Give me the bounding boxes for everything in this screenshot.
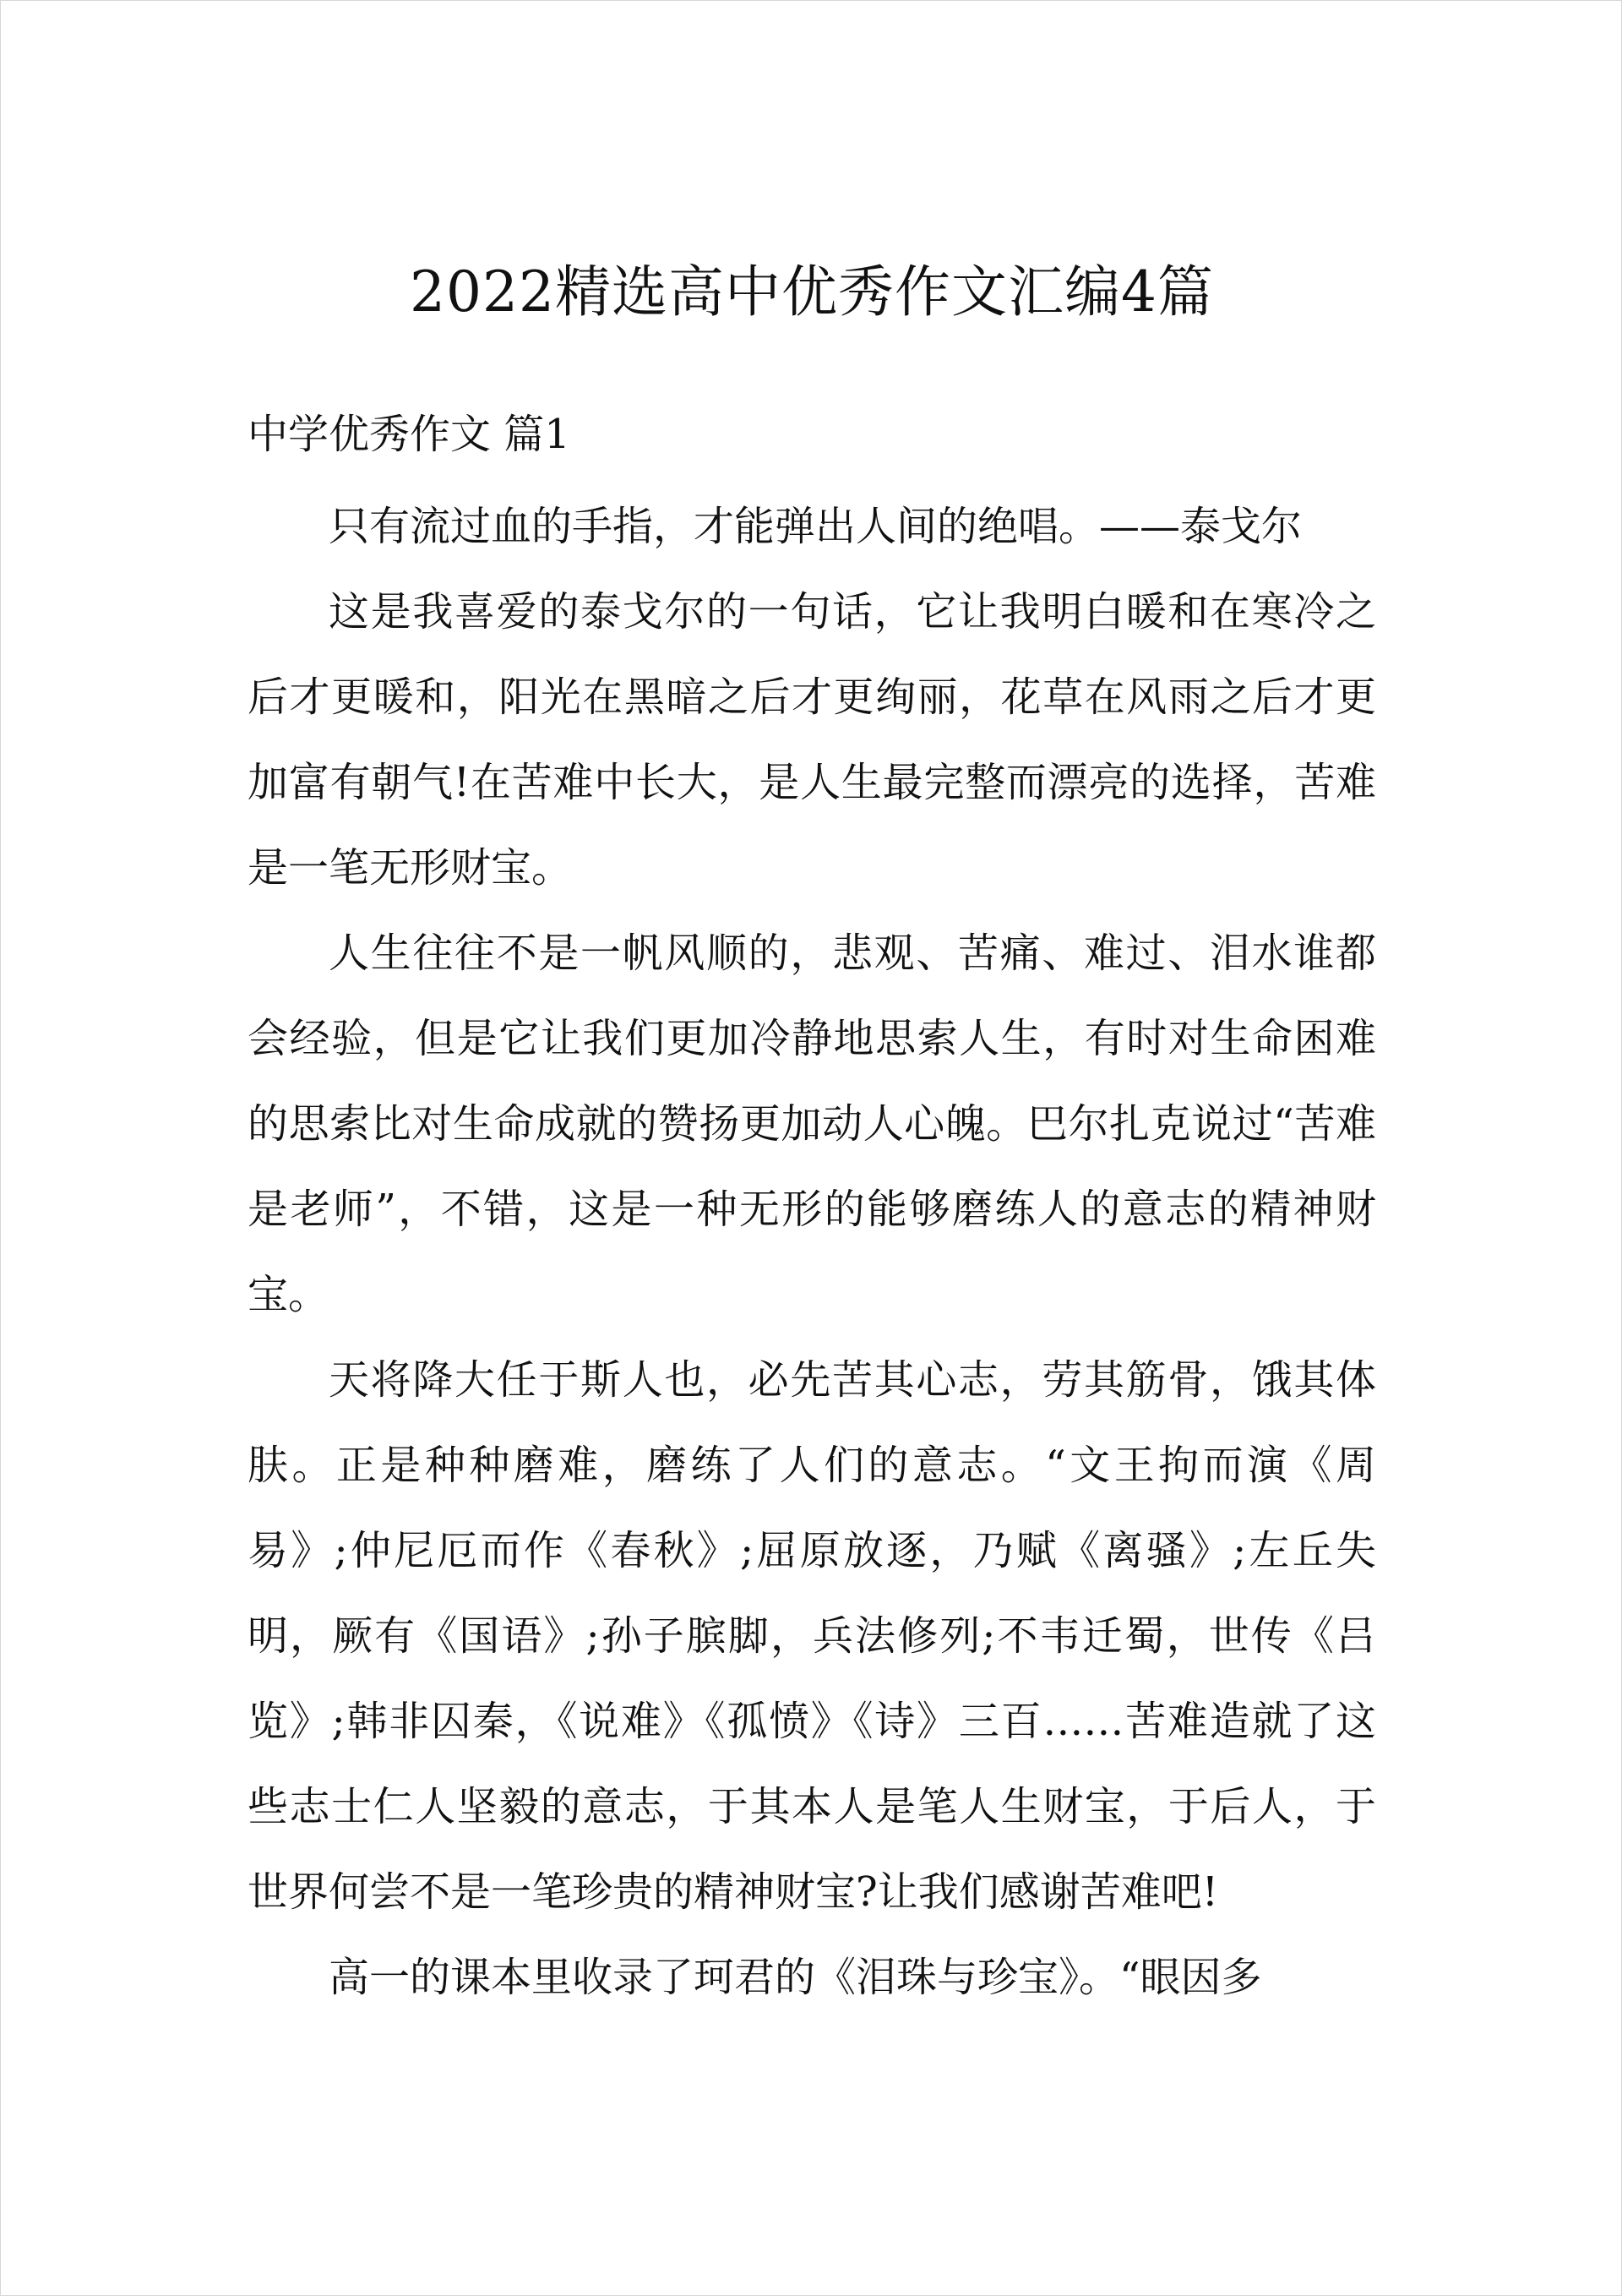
paragraph: 这是我喜爱的泰戈尔的一句话，它让我明白暖和在寒冷之后才更暖和，阳光在黑暗之后才更绚丽，花草在风雨之后才更加富有朝气!在苦难中长大，是人生最完整而漂亮的选择，苦难是一笔无形财宝。 [248,588,1376,892]
paragraph: 天将降大任于斯人也，必先苦其心志，劳其筋骨，饿其体肤。正是种种磨难，磨练了人们的意志。“文王拘而演《周易》;仲尼厄而作《春秋》;屈原放逐，乃赋《离骚》;左丘失明，厥有《国语》;孙子膑脚，兵法修列;不韦迁蜀，世传《吕览》;韩非囚秦，《说难》《孤愤》《诗》三百……苦难造就了这些志士仁人坚毅的意志，于其本人是笔人生财宝，于后人，于世界何尝不是一笔珍贵的精神财宝?让我们感谢苦难吧! [248,1356,1376,1916]
paragraph: 高一的课本里收录了珂君的《泪珠与珍宝》。“眼因多 [329,1954,1262,2001]
document-body [248,484,1376,2021]
paragraph: 只有流过血的手指，才能弹出人间的绝唱。——泰戈尔 [329,503,1303,550]
document-title: 2022精选高中优秀作文汇编4篇 [410,259,1214,324]
paragraph: 人生往往不是一帆风顺的，悲观、苦痛、难过、泪水谁都会经验，但是它让我们更加冷静地思索人生，有时对生命困难的思索比对生命成就的赞扬更加动人心魄。巴尔扎克说过“苦难是老师”，不错，这是一种无形的能够磨练人的意志的精神财宝。 [248,930,1376,1318]
section-heading: 中学优秀作文 篇1 [248,411,570,458]
